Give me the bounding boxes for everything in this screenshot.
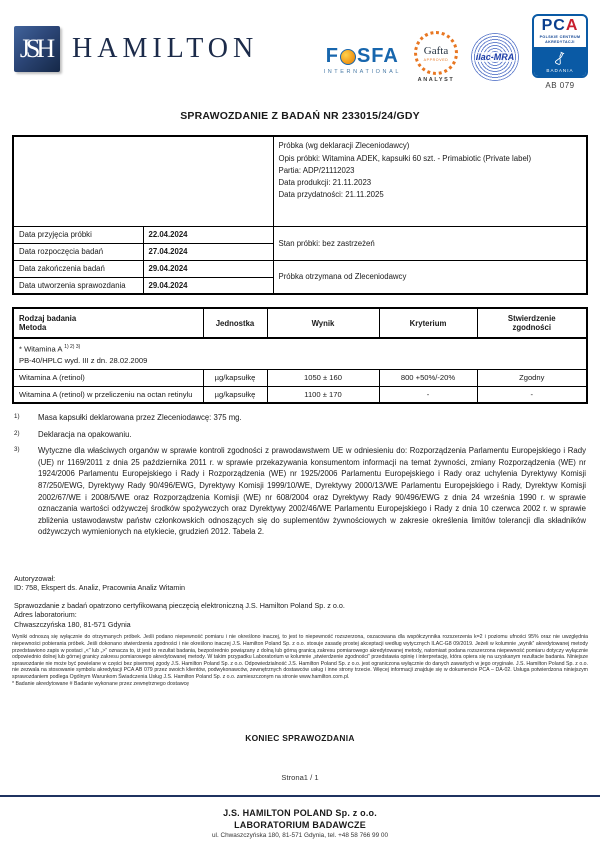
date-value: 27.04.2024: [143, 243, 273, 260]
footer-lab: LABORATORIUM BADAWCZE: [234, 820, 366, 831]
pca-accreditation-number: AB 079: [545, 81, 575, 90]
jsh-monogram-text: JSH: [19, 34, 52, 63]
result-analyte: Witamina A (retinol): [13, 369, 203, 386]
jsh-monogram-icon: [14, 26, 60, 72]
analysis-name: * Witamina A: [19, 344, 63, 354]
lab-address-label: Adres laboratorium:: [14, 610, 77, 620]
sample-origin-cell: Próbka otrzymana od Zleceniodawcy: [273, 260, 587, 294]
table-row: [13, 226, 587, 243]
footnote-text: Deklaracja na opakowaniu.: [38, 429, 132, 439]
footnotes: [14, 412, 586, 538]
result-unit: µg/kapsułkę: [203, 386, 267, 403]
footnote-refs: 1) 2) 3): [64, 344, 81, 350]
fosfa-logo: [324, 45, 401, 75]
fosfa-letters-sfa: SFA: [356, 45, 399, 67]
col-header-conformity: Stwierdzenie zgodności: [477, 308, 587, 338]
ilac-mra-logo: [471, 33, 519, 81]
page-indicator: Strona1 / 1: [281, 773, 319, 783]
col-header-unit: Jednostka: [203, 308, 267, 338]
method-row: [13, 338, 587, 369]
footnote-marker: 1): [14, 413, 20, 421]
footnote-text: Masa kapsułki deklarowana przez Zleceniodawcę: 375 mg.: [38, 413, 242, 423]
authorized-by-label: Autoryzował:: [14, 573, 56, 583]
authorized-by-person: ID: 758, Ekspert ds. Analiz, Pracownia Analiz Witamin: [14, 583, 185, 593]
footnote-3: [14, 445, 586, 538]
gafta-name: Gafta: [423, 44, 449, 57]
disclaimer-text: Wyniki odnoszą się wyłącznie do otrzymanych próbek. Jeśli podano niepewność pomiaru i nie określono inaczej, to jest to niepewność rozszerzona, oszacowana dla współczynnika rozszerzenia k=2 i poziomu ufności 95% oraz nie uwzględnia niepewności pobierania próbek. Jeśli dokonano stwierdzenia zgodności i nie określono inaczej J.S. Hamilton Poland Sp. z o.o. stosuje zasadę prostej akceptacji według wytycznych ILAC-G8 09/2019. Jeżeli w kolumnie „wynik” akredytowanej metody przedstawiono zapis w postaci „<” lub „>” oznacza to, iż jest to rezultat badania, bezpośrednio powiązany z dolną lub górną granicą zakresu pomiarowego akredytowanej metody, natomiast podana rozszerzona niepewność pomiaru dotyczy wyłącznie odpowiednio dolnej lub górnej granicy zakresu pomiarowego akredytowanej metody. W takim przypadku Laboratorium w kolumnie „stwierdzenie zgodności” przedstawia opinię i interpretację, która opiera się na uzyskanym rezultacie badania. Niniejsze sprawozdanie nie może być powielane w części bez pisemnej zgody J.S. Hamilton Poland Sp. z o.o. Odpowiedzialność J.S. Hamilton Poland Sp. z o.o. jest ograniczona wyłącznie do danych zawartych w jego oryginale. J.S. Hamilton Poland Sp. z o.o. nie zezwala na stosowanie symbolu akredytacji PCA AB 079 przez swoich klientów, podwykonawców, zewnętrznych dostawców usług i inne strony trzecie. Więcej informacji znajduje się w dokumencie PCA – DA-02. Usługa potwierdzona niniejszym sprawozdaniem podlega Ogólnym Warunkom Świadczenia Usług J.S. Hamilton Poland Sp. z o.o. zamieszczonym na stronie www.hamilton.com.pl.: [12, 634, 588, 681]
result-value: 1050 ± 160: [267, 369, 379, 386]
results-header-row: [13, 308, 587, 338]
sample-batch: Partia: ADP/21112023: [278, 166, 355, 175]
client-cell: [13, 136, 273, 226]
sample-state-cell: Stan próbki: bez zastrzeżeń: [273, 226, 587, 260]
gafta-seal-icon: [414, 31, 458, 75]
end-of-report-label: KONIEC SPRAWOZDANIA: [245, 733, 355, 744]
date-value: 29.04.2024: [143, 277, 273, 294]
result-value: 1100 ± 170: [267, 386, 379, 403]
certification-logos: [324, 14, 588, 90]
col-header-analysis: Rodzaj badania Metoda: [13, 308, 203, 338]
footnote-text: Wytyczne dla właściwych organów w sprawie kontroli zgodności z prawodawstwem UE w odniesieniu do: Rozporządzenia Parlamentu Europejskiego i Rady (UE) nr 1169/2011 z dnia 25 października 2011 r. w sprawie przekazywania konsumentom informacji na temat żywności, zmiany Rozporządzenia (WE) nr 1924/2006 Parlamentu Europejskiego i Rady i Rozporządzenia (WE) nr 1925/2006 Parlamentu Europejskiego i Rady oraz uchylenia Dyrektywy Komisji 87/250/EWG, Dyrektywy Rady 90/496/EWG, Dyrektywy Komisji 1999/10/WE, Dyrektywy 2000/13/WE Parlamentu Europejskiego i Rady, Dyrektyw Komisji 2002/67/WE i 2008/5/WE oraz Rozporządzenia Komisji (WE) nr 608/2004 oraz Dyrektywy Rady 90/496/EWG z dnia 24 września 1990 r. w sprawie oznaczania wartości odżywczej środków spożywczych oraz Dyrektywy 2002/46/WE Parlamentu Europejskiego i Rady z dnia 10 czerwca 2002 r. w sprawie zbliżenia ustawodawstw państw członkowskich odnoszących się do suplementów żywnościowych w zakresie określenia limitów tolerancji dla składników odżywczych wymienionych na etykiecie, grudzień 2012. Tabela 2.: [38, 446, 586, 537]
flask-icon: [552, 50, 568, 66]
sample-expiry-date: Data przydatności: 21.11.2025: [278, 190, 384, 199]
electronic-seal-note: Sprawozdanie z badań opatrzono certyfikowaną pieczęcią elektroniczną J.S. Hamilton Poland Sp. z o.o.: [14, 600, 345, 610]
table-row: [13, 260, 587, 277]
sample-info-table: [12, 135, 588, 295]
disclaimer: [12, 634, 588, 687]
result-conformity: Zgodny: [477, 369, 587, 386]
lab-address: Chwaszczyńska 180, 81-571 Gdynia: [14, 619, 131, 629]
result-conformity: -: [477, 386, 587, 403]
sample-production-date: Data produkcji: 21.11.2023: [278, 178, 372, 187]
footnote-2: [14, 429, 586, 441]
table-row: [13, 386, 587, 403]
globe-icon: [340, 49, 356, 65]
fosfa-wordmark: [324, 45, 401, 68]
pca-badania-label: BADANIA: [546, 68, 574, 73]
sample-description-cell: [273, 136, 587, 226]
date-label: Data utworzenia sprawozdania: [13, 277, 143, 294]
pca-badge-icon: [532, 14, 588, 78]
result-criterion: -: [379, 386, 477, 403]
footnote-marker: 2): [14, 429, 20, 437]
date-label: Data przyjęcia próbki: [13, 226, 143, 243]
hamilton-wordmark: HAMILTON: [72, 33, 259, 64]
report-title: SPRAWOZDANIE Z BADAŃ NR 233015/24/GDY: [180, 110, 420, 122]
pca-full-name: POLSKIE CENTRUM AKREDYTACJI: [539, 35, 581, 44]
gafta-approved-label: APPROVED: [423, 57, 449, 62]
date-value: 29.04.2024: [143, 260, 273, 277]
footer-company: J.S. HAMILTON POLAND Sp. z o.o.: [223, 808, 377, 819]
method-name: PB-40/HPLC wyd. III z dn. 28.02.2009: [19, 355, 148, 365]
fosfa-subtitle: INTERNATIONAL: [323, 69, 401, 75]
method-cell: [13, 338, 587, 369]
jsh-hamilton-logo: [14, 26, 258, 72]
footnote-1: [14, 412, 586, 424]
footer-address: ul. Chwaszczyńska 180, 81-571 Gdynia, tel. +48 58 766 99 00: [211, 832, 389, 840]
footer: [0, 808, 600, 839]
ilac-mra-label: ilac-MRA: [475, 52, 515, 62]
date-label: Data rozpoczęcia badań: [13, 243, 143, 260]
col-header-result: Wynik: [267, 308, 379, 338]
gafta-logo: [414, 31, 458, 83]
disclaimer-legend: * Badanie akredytowane # Badanie wykonane przez zewnętrznego dostawcę: [12, 680, 190, 687]
date-label: Data zakończenia badań: [13, 260, 143, 277]
col-header-criterion: Kryterium: [379, 308, 477, 338]
result-analyte: Witamina A (retinol) w przeliczeniu na octan retinylu: [13, 386, 203, 403]
fosfa-letter-f: F: [325, 45, 339, 67]
authorization-block: [14, 574, 586, 630]
result-criterion: 800 +50%/-20%: [379, 369, 477, 386]
footer-divider: [0, 795, 600, 797]
pca-logo: [532, 14, 588, 90]
sample-description: Opis próbki: Witamina ADEK, kapsułki 60 szt. - Primabiotic (Private label): [278, 154, 532, 163]
pca-acronym: PCA: [541, 17, 579, 34]
footnote-marker: 3): [14, 446, 20, 454]
table-row: [13, 369, 587, 386]
gafta-analyst-label: ANALYST: [417, 77, 455, 83]
date-value: 22.04.2024: [143, 226, 273, 243]
result-unit: µg/kapsułkę: [203, 369, 267, 386]
results-table: [12, 307, 588, 404]
sample-heading: Próbka (wg deklaracji Zleceniodawcy): [278, 141, 410, 150]
header: [0, 0, 600, 104]
